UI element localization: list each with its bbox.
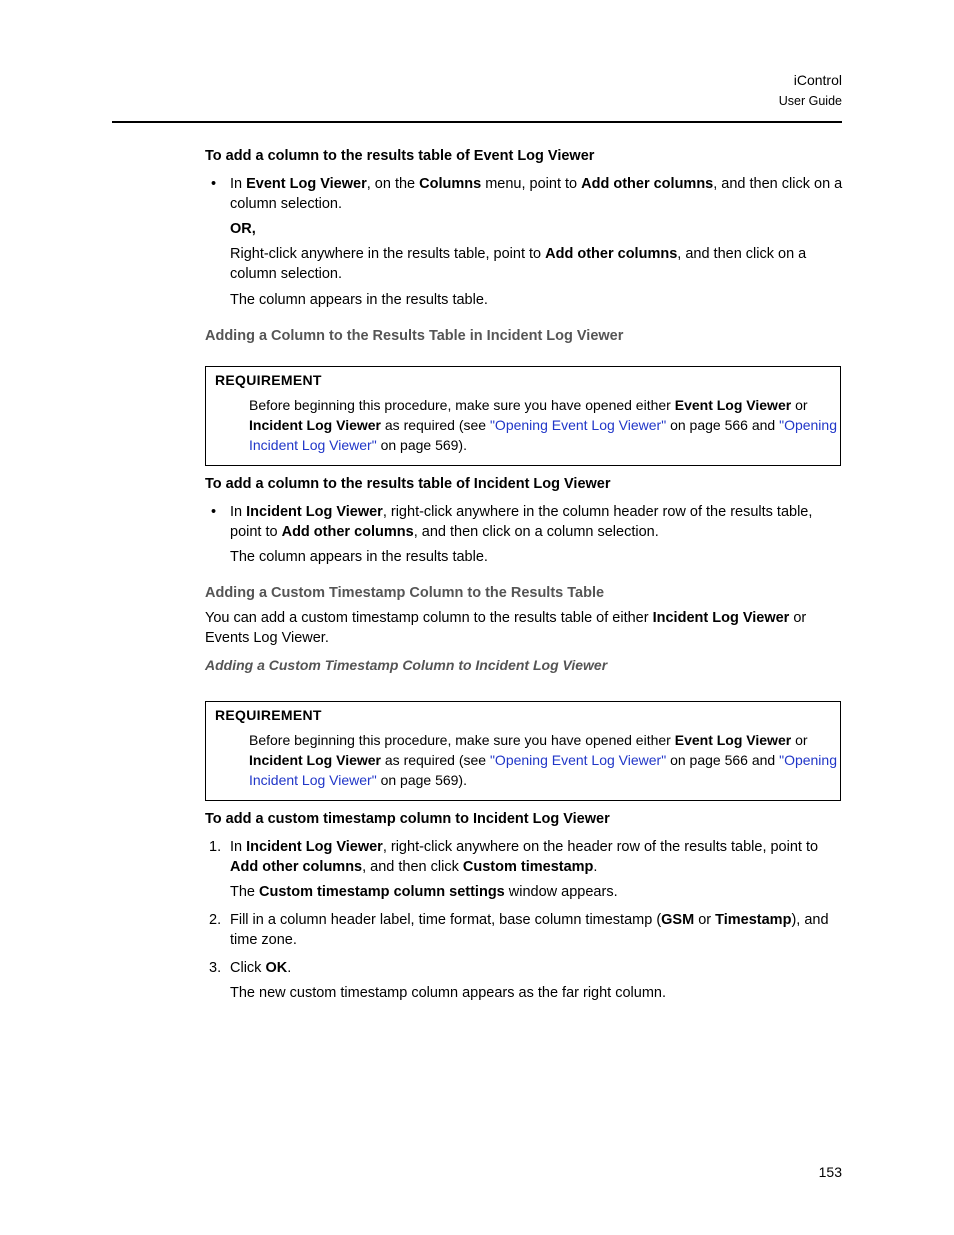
procedure-title-custom-timestamp: To add a custom timestamp column to Incident Log Viewer	[205, 811, 610, 827]
requirement-box	[205, 366, 841, 466]
intro-paragraph: You can add a custom timestamp column to the results table of either Incident Log Viewer or Events Log Viewer.	[205, 610, 807, 646]
instruction-alternative: Right-click anywhere in the results table, point to Add other columns, and then click on a column selection.	[230, 246, 807, 282]
result-text: The column appears in the results table.	[230, 292, 488, 308]
header-subtitle: User Guide	[778, 94, 842, 108]
header-rule	[112, 121, 842, 123]
link-opening-event-log-viewer[interactable]: "Opening Event Log Viewer"	[489, 752, 667, 768]
result-text: The column appears in the results table.	[230, 549, 488, 565]
instruction-incident-log: In Incident Log Viewer, right-click anywhere in the column header row of the results table, point to Add other columns, and then click on a column selection.	[230, 504, 813, 540]
requirement-text: Before beginning this procedure, make sure you have opened either Event Log Viewer or Incident Log Viewer as required (see "Opening Event Log Viewer" on page 566 and "Opening Incident Log Viewer" on page 569).	[249, 732, 837, 788]
link-opening-event-log-viewer[interactable]: "Opening Event Log Viewer"	[489, 417, 667, 433]
header-title: iControl	[793, 72, 842, 88]
step-2-text: Fill in a column header label, time format, base column timestamp (GSM or Timestamp), and time zone.	[230, 912, 829, 948]
bullet-marker: •	[211, 176, 217, 192]
link-opening-incident-log-viewer[interactable]: "Opening Incident Log Viewer"	[249, 752, 837, 788]
step-3-result: The new custom timestamp column appears as the far right column.	[230, 985, 666, 1001]
step-1-text: In Incident Log Viewer, right-click anywhere on the header row of the results table, point to Add other columns, and then click Custom timestamp.	[230, 839, 819, 875]
subsection-heading-incident-log: Adding a Custom Timestamp Column to Incident Log Viewer	[205, 657, 608, 673]
requirement-box	[205, 701, 841, 801]
procedure-title-incident-log: To add a column to the results table of Incident Log Viewer	[205, 476, 611, 492]
step-1-result: The Custom timestamp column settings window appears.	[230, 884, 618, 900]
bullet-marker: •	[211, 504, 217, 520]
procedure-title-event-log: To add a column to the results table of Event Log Viewer	[205, 148, 595, 164]
step-number: 3.	[209, 960, 222, 976]
requirement-text: Before beginning this procedure, make sure you have opened either Event Log Viewer or Incident Log Viewer as required (see "Opening Event Log Viewer" on page 566 and "Opening Incident Log Viewer" on page 569).	[249, 397, 837, 453]
link-opening-incident-log-viewer[interactable]: "Opening Incident Log Viewer"	[249, 417, 837, 453]
requirement-title: REQUIREMENT	[215, 372, 322, 388]
instruction-event-log: In Event Log Viewer, on the Columns menu, point to Add other columns, and then click on a column selection.	[230, 176, 843, 212]
step-3-text: Click OK.	[230, 960, 292, 976]
requirement-title: REQUIREMENT	[215, 707, 322, 723]
section-heading-incident-log: Adding a Column to the Results Table in Incident Log Viewer	[205, 328, 624, 344]
page-number: 153	[818, 1164, 842, 1180]
step-number: 1.	[209, 839, 222, 855]
section-heading-custom-timestamp: Adding a Custom Timestamp Column to the Results Table	[205, 585, 605, 601]
step-number: 2.	[209, 912, 222, 928]
or-label: OR,	[230, 221, 256, 237]
